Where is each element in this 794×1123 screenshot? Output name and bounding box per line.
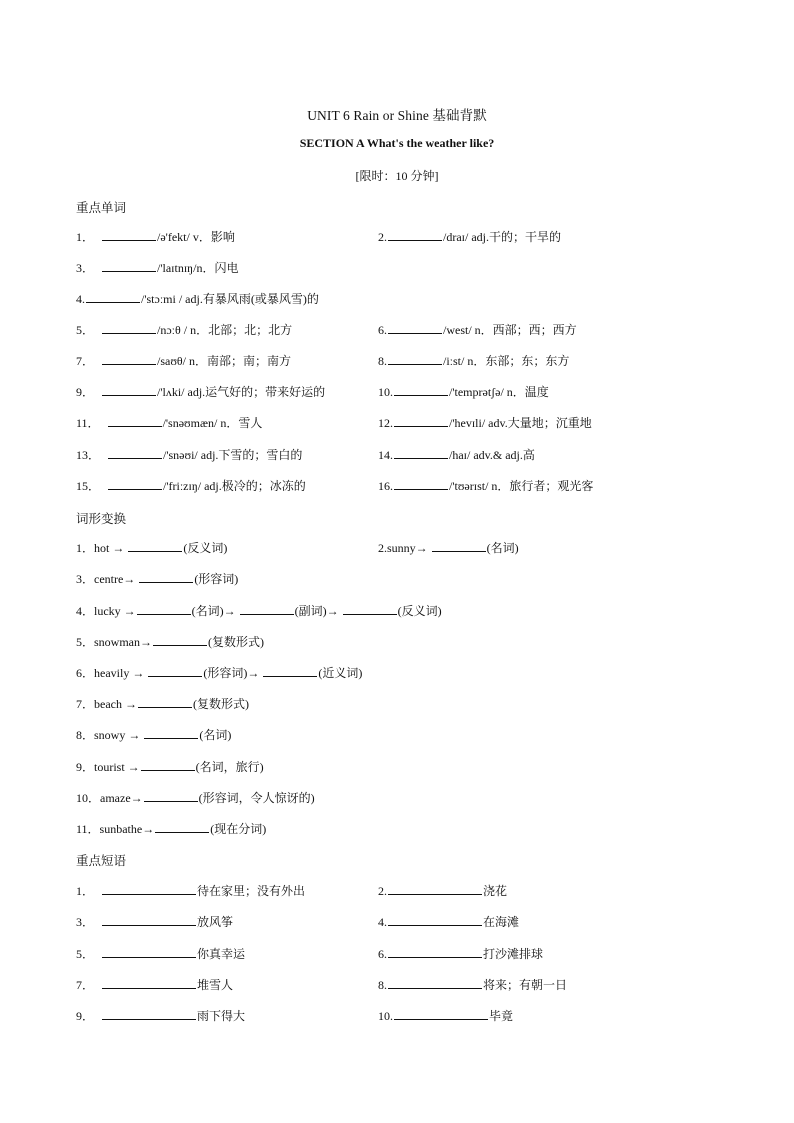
phrase-item: 4. 在海滩 [378,915,520,929]
phrase-item: 8. 将来；有朝一日 [378,978,568,992]
answer-blank[interactable] [394,414,448,427]
answer-blank[interactable] [388,352,442,365]
answer-blank[interactable] [108,477,162,490]
wordform-row [0,664,794,682]
wordform-item: 7．beach → (复数形式) [76,697,249,711]
answer-blank[interactable] [343,602,397,615]
vocab-item: 1． /ə'fekt/ v．影响 [76,230,235,244]
wordform-heading: 词形变换 [76,512,127,526]
wordform-item: 4．lucky → (名词)→ (副词)→ (反义词) [76,604,442,618]
answer-blank[interactable] [102,913,196,926]
answer-blank[interactable] [102,1007,196,1020]
answer-blank[interactable] [155,820,209,833]
answer-blank[interactable] [137,602,191,615]
vocab-row [0,383,794,401]
answer-blank[interactable] [394,383,448,396]
phrase-item: 2. 浇花 [378,884,508,898]
wordform-item: 1．hot → (反义词) [76,541,228,555]
phrase-row [0,976,794,994]
page-title: UNIT 6 Rain or Shine 基础背默 [307,108,487,123]
phrase-item: 5． 你真幸运 [76,947,246,961]
vocab-item: 12. /'hevɪli/ adv.大量地；沉重地 [378,416,592,430]
vocab-item: 13． /'snəʊi/ adj.下雪的；雪白的 [76,448,303,462]
vocab-item: 6. /west/ n．西部；西；西方 [378,323,577,337]
vocab-item: 16. /'tʊərɪst/ n．旅行者；观光客 [378,479,594,493]
answer-blank[interactable] [108,446,162,459]
wordform-row [0,789,794,807]
vocab-item: 7． /saʊθ/ n．南部；南；南方 [76,354,292,368]
answer-blank[interactable] [388,321,442,334]
wordform-row [0,726,794,744]
vocab-row [0,414,794,432]
answer-blank[interactable] [86,290,140,303]
wordform-row [0,820,794,838]
phrase-item: 10. 毕竟 [378,1009,514,1023]
time-limit: [限时：10 分钟] [355,169,439,183]
phrase-item: 9． 雨下得大 [76,1009,246,1023]
answer-blank[interactable] [432,539,486,552]
answer-blank[interactable] [139,570,193,583]
vocab-row [0,352,794,370]
vocab-item: 4. /'stɔːmi / adj.有暴风雨(或暴风雪)的 [76,292,319,306]
vocab-row [0,290,794,308]
vocab-row [0,446,794,464]
answer-blank[interactable] [102,945,196,958]
answer-blank[interactable] [388,228,442,241]
phrase-item: 6. 打沙滩排球 [378,947,544,961]
answer-blank[interactable] [138,695,192,708]
vocab-item: 10. /'temprətʃə/ n．温度 [378,385,549,399]
answer-blank[interactable] [102,976,196,989]
vocab-item: 3． /'laɪtnɪŋ/n．闪电 [76,261,239,275]
vocab-row [0,477,794,495]
wordform-item: 2.sunny→ (名词) [378,541,519,555]
vocab-heading: 重点单词 [76,201,127,215]
wordform-item: 11．sunbathe→ (现在分词) [76,822,267,836]
answer-blank[interactable] [144,789,198,802]
answer-blank[interactable] [102,228,156,241]
vocab-item: 8. /iːst/ n．东部；东；东方 [378,354,570,368]
phrase-item: 3． 放风筝 [76,915,234,929]
section-subtitle: SECTION A What's the weather like? [299,136,495,150]
answer-blank[interactable] [388,913,482,926]
phrase-row [0,882,794,900]
vocab-item: 5． /nɔːθ / n．北部；北；北方 [76,323,293,337]
wordform-row [0,602,794,620]
answer-blank[interactable] [102,259,156,272]
phrase-row [0,1007,794,1025]
answer-blank[interactable] [148,664,202,677]
wordform-row [0,570,794,588]
vocab-item: 14. /haɪ/ adv.& adj.高 [378,448,535,462]
wordform-item: 3．centre→ (形容词) [76,572,239,586]
vocab-item: 9． /'lʌki/ adj.运气好的；带来好运的 [76,385,326,399]
phrase-row [0,913,794,931]
wordform-item: 9．tourist → (名词，旅行) [76,760,264,774]
answer-blank[interactable] [394,477,448,490]
answer-blank[interactable] [388,945,482,958]
wordform-item: 10．amaze→ (形容词，令人惊讶的) [76,791,315,805]
wordform-row [0,758,794,776]
answer-blank[interactable] [263,664,317,677]
phrases-heading: 重点短语 [76,854,127,868]
vocab-item: 2. /draɪ/ adj.干的；干旱的 [378,230,561,244]
answer-blank[interactable] [102,383,156,396]
wordform-item: 8．snowy → (名词) [76,728,232,742]
wordform-item: 6．heavily → (形容词)→ (近义词) [76,666,363,680]
answer-blank[interactable] [102,321,156,334]
vocab-row [0,228,794,246]
wordform-item: 5．snowman→ (复数形式) [76,635,264,649]
answer-blank[interactable] [102,882,196,895]
answer-blank[interactable] [388,976,482,989]
wordform-row [0,539,794,557]
vocab-row [0,259,794,277]
wordform-row [0,695,794,713]
answer-blank[interactable] [240,602,294,615]
answer-blank[interactable] [128,539,182,552]
vocab-item: 11． /'snəʊmæn/ n．雪人 [76,416,263,430]
vocab-row [0,321,794,339]
answer-blank[interactable] [153,633,207,646]
phrase-row [0,945,794,963]
answer-blank[interactable] [394,1007,488,1020]
phrase-item: 7． 堆雪人 [76,978,234,992]
wordform-row [0,633,794,651]
answer-blank[interactable] [108,414,162,427]
answer-blank[interactable] [102,352,156,365]
answer-blank[interactable] [144,726,198,739]
vocab-item: 15． /'friːzɪŋ/ adj.极冷的；冰冻的 [76,479,306,493]
answer-blank[interactable] [141,758,195,771]
answer-blank[interactable] [394,446,448,459]
answer-blank[interactable] [388,882,482,895]
phrase-item: 1． 待在家里；没有外出 [76,884,306,898]
